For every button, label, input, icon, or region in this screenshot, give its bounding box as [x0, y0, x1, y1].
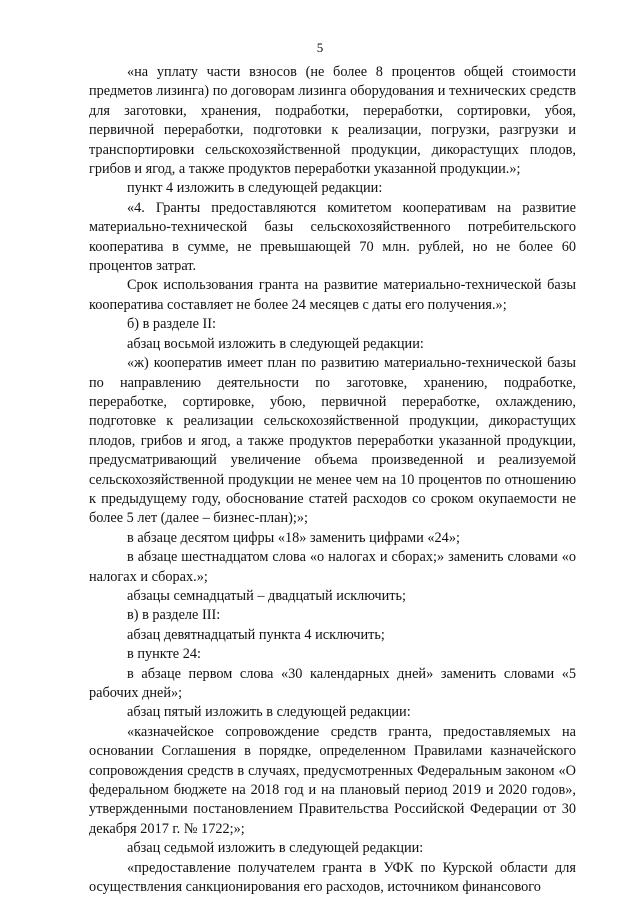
paragraph: б) в разделе II: — [127, 316, 216, 333]
paragraph: Срок использования гранта на развитие материально-технической базы кооператива составляет не более 24 месяцев с даты его получения.»; — [89, 277, 576, 313]
page-number: 5 — [316, 40, 324, 55]
paragraph: абзац седьмой изложить в следующей редакции: — [127, 840, 424, 857]
paragraph: абзац девятнадцатый пункта 4 исключить; — [127, 626, 385, 643]
document-body — [89, 63, 576, 897]
paragraph: в пункте 24: — [127, 646, 201, 663]
paragraph: абзац пятый изложить в следующей редакции: — [127, 704, 411, 721]
paragraph: в абзаце десятом цифры «18» заменить цифрами «24»; — [127, 529, 460, 546]
paragraph: «на уплату части взносов (не более 8 процентов общей стоимости предметов лизинга) по договорам лизинга оборудования и технических средств для заготовки, хранения, подработки, переработки, сортировки, убоя, первичной переработки, подготовки к реализации, погрузки, разгрузки и транспортировки сельскохозяйственной продукции, дикорастущих плодов, грибов и ягод, а также продуктов переработки указанной продукции.»; — [89, 64, 576, 178]
paragraph: в абзаце первом слова «30 календарных дней» заменить словами «5 рабочих дней»; — [89, 665, 576, 701]
paragraph: «казначейское сопровождение средств гранта, предоставляемых на основании Соглашения в порядке, определенном Правилами казначейского сопровождения средств в случаях, предусмотренных Федеральным законом «О федеральном бюджете на 2018 год и на плановый период 2019 и 2020 годов», утвержденными постановлением Правительства Российской Федерации от 30 декабря 2017 г. № 1722;»; — [89, 723, 576, 837]
paragraph: «ж) кооператив имеет план по развитию материально-технической базы по направлению деятельности по заготовке, хранению, подработке, переработке, сортировке, убою, первичной переработке, охлаждению, подготовке к реализации сельскохозяйственной продукции, дикорастущих плодов, грибов и ягод, а также продуктов переработки указанной продукции, предусматривающий увеличение объема произведенной и реализуемой сельскохозяйственной продукции не менее чем на 10 процентов по отношению к предыдущему году, обоснование статей расходов со сроком окупаемости не более 5 лет (далее – бизнес-план);»; — [89, 355, 576, 527]
paragraph: абзацы семнадцатый – двадцатый исключить; — [127, 587, 407, 604]
paragraph: в) в разделе III: — [127, 607, 221, 624]
paragraph: абзац восьмой изложить в следующей редакции: — [127, 335, 424, 352]
paragraph: «4. Гранты предоставляются комитетом кооперативам на развитие материально-технической базы сельскохозяйственного потребительского кооператива в сумме, не превышающей 70 млн. рублей, но не более 60 процентов затрат. — [89, 199, 576, 275]
paragraph: в абзаце шестнадцатом слова «о налогах и сборах;» заменить словами «о налогах и сборах.»; — [89, 549, 576, 585]
paragraph: пункт 4 изложить в следующей редакции: — [127, 180, 383, 197]
paragraph: «предоставление получателем гранта в УФК по Курской области для осуществления санкционирования его расходов, источником финансового — [89, 859, 576, 896]
